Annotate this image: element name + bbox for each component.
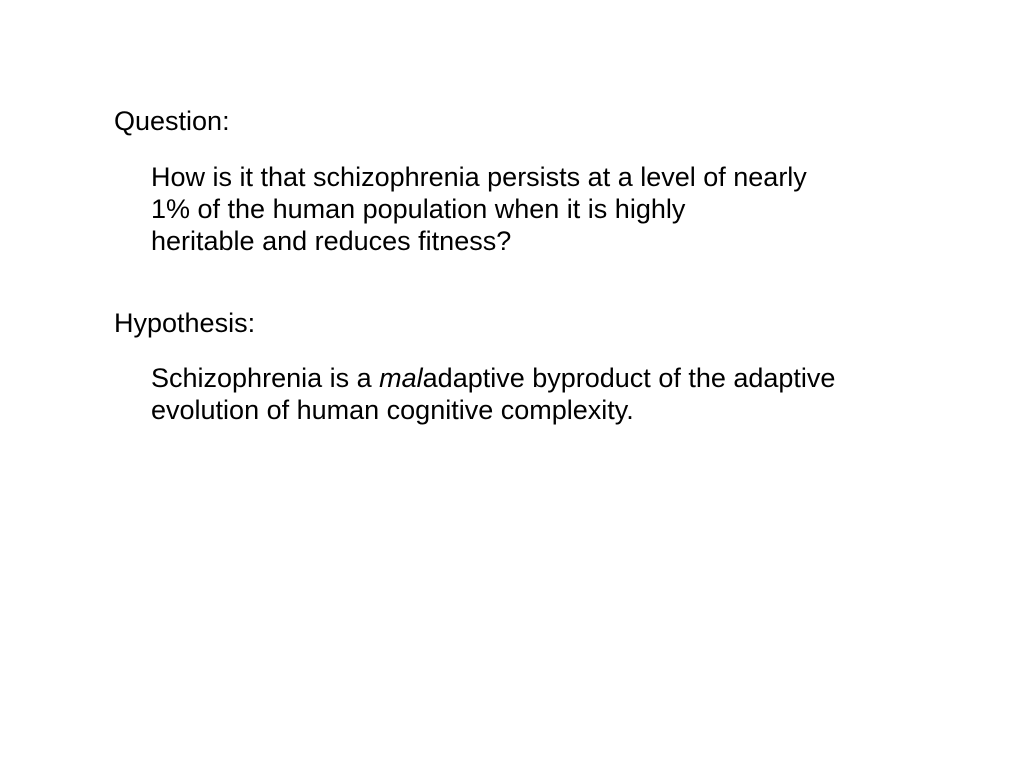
hypothesis-line-1-prefix: Schizophrenia is a xyxy=(151,363,380,393)
hypothesis-line-1 xyxy=(151,362,835,394)
question-heading: Question: xyxy=(114,106,230,136)
question-line-1: How is it that schizophrenia persists at a level of nearly xyxy=(151,162,807,192)
hypothesis-line-2: evolution of human cognitive complexity. xyxy=(151,395,634,425)
hypothesis-heading: Hypothesis: xyxy=(114,308,256,338)
hypothesis-line-1-suffix: adaptive byproduct of the adaptive xyxy=(422,363,836,393)
question-line-3: heritable and reduces fitness? xyxy=(151,226,512,256)
question-line-2: 1% of the human population when it is highly xyxy=(151,194,686,224)
hypothesis-italic-mal: mal xyxy=(379,363,423,393)
hypothesis-body xyxy=(151,362,835,426)
question-body xyxy=(151,161,807,257)
